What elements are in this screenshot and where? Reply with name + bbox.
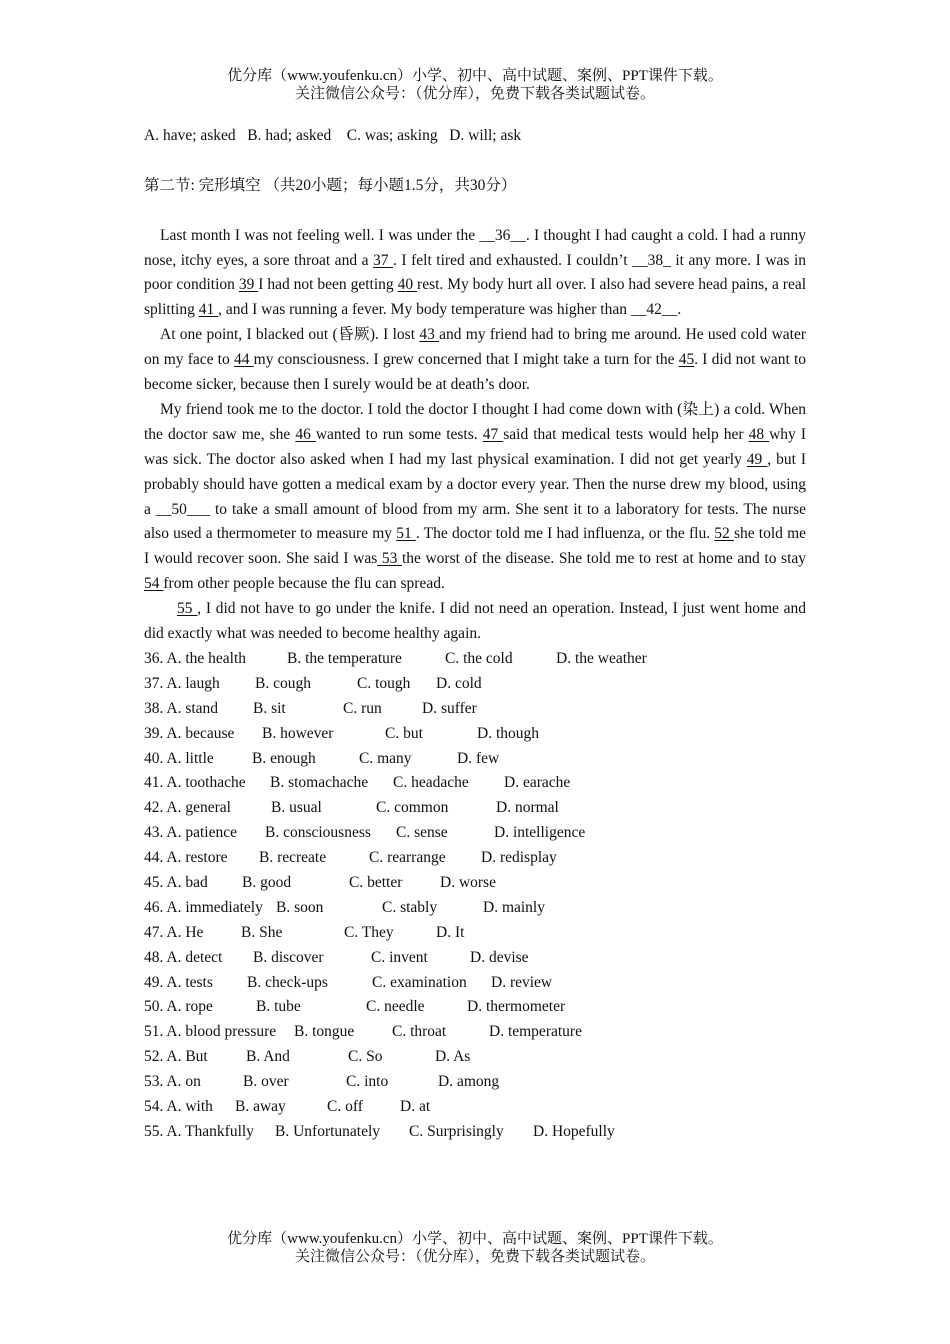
passage-paragraph-2: At one point, I blacked out (昏厥). I lost 43 and my friend had to bring me around. He used cold water on my face to 44 my consciousness. I grew concerned that I might take a turn for the 45. I did not want to become sicker, because then I surely would be at death’s door. bbox=[144, 326, 807, 394]
blank-50: __50___ bbox=[155, 500, 211, 518]
blank-47: 47 bbox=[482, 425, 504, 443]
question-48: 48. A. detect B. discover C. invent D. devise bbox=[144, 948, 529, 966]
passage-paragraph-1: Last month I was not feeling well. I was under the __36__. I thought I had caught a cold. I had a runny nose, itchy eyes, a sore throat and a 37 . I felt tired and exhausted. I couldn’t __38_ it any more. I was in poor condition 39 I had not been getting 40 rest. My body hurt all over. I also had severe head pains, a real splitting 41 , and I was running a fever. My body temperature was higher than __42__. bbox=[144, 226, 807, 319]
previous-question-options: A. have; asked B. had; asked C. was; asking D. will; ask bbox=[144, 127, 522, 144]
blank-49: 49 bbox=[746, 450, 768, 468]
blank-36: __36__ bbox=[479, 226, 526, 244]
page-header bbox=[0, 67, 950, 103]
question-47: 47. A. He B. She C. They D. It bbox=[144, 923, 465, 941]
blank-48: 48 bbox=[748, 425, 770, 443]
passage-paragraph-4: 55 , I did not have to go under the knife. I did not need an operation. Instead, I just went home and did exactly what was needed to become healthy again. bbox=[144, 600, 807, 643]
blank-54: 54 bbox=[144, 575, 164, 593]
question-37: 37. A. laugh B. cough C. tough D. cold bbox=[144, 674, 482, 692]
question-36: 36. A. the health B. the temperature C. the cold D. the weather bbox=[144, 650, 647, 667]
blank-45: 45 bbox=[678, 351, 695, 369]
blank-44: 44 bbox=[233, 351, 254, 369]
blank-39: 39 bbox=[238, 276, 259, 294]
blank-37: 37 bbox=[373, 251, 394, 269]
blank-38: __38_ bbox=[632, 251, 671, 269]
question-52: 52. A. But B. And C. So D. As bbox=[144, 1048, 471, 1066]
question-list bbox=[144, 647, 806, 1145]
question-54: 54. A. with B. away C. off D. at bbox=[144, 1098, 431, 1116]
question-45: 45. A. bad B. good C. better D. worse bbox=[144, 874, 496, 892]
question-46: 46. A. immediately B. soon C. stably D. mainly bbox=[144, 898, 545, 916]
question-41: 41. A. toothache B. stomachache C. headache D. earache bbox=[144, 774, 571, 792]
question-49: 49. A. tests B. check-ups C. examination D. review bbox=[144, 973, 553, 991]
blank-53: 53 bbox=[377, 550, 402, 568]
question-40: 40. A. little B. enough C. many D. few bbox=[144, 749, 500, 767]
blank-41: 41 bbox=[198, 301, 219, 319]
footer-line-1: 优分库（www.youfenku.cn）小学、初中、高中试题、案例、PPT课件下载。 bbox=[227, 1231, 723, 1247]
header-line-1: 优分库（www.youfenku.cn）小学、初中、高中试题、案例、PPT课件下载。 bbox=[227, 68, 723, 84]
blank-42: __42__ bbox=[630, 301, 678, 319]
question-55: 55. A. Thankfully B. Unfortunately C. Surprisingly D. Hopefully bbox=[144, 1122, 615, 1140]
question-43: 43. A. patience B. consciousness C. sense D. intelligence bbox=[144, 824, 586, 842]
blank-52: 52 bbox=[714, 525, 734, 543]
page-footer bbox=[0, 1230, 950, 1266]
footer-line-2: 关注微信公众号：（优分库），免费下载各类试题试卷。 bbox=[294, 1249, 655, 1265]
passage-paragraph-3: My friend took me to the doctor. I told the doctor I thought I had come down with (染上) a cold. When the doctor saw me, she 46 wanted to run some tests. 47 said that medical tests would help her 48 why I was sick. The doctor also asked when I had my last physical examination. I did not get yearly 49 , but I probably should have gotten a medical exam by a doctor every year. Then the nurse drew my blood, using a __50___ to take a small amount of blood from my arm. She sent it to a laboratory for tests. The nurse also used a thermometer to measure my 51 . The doctor told me I had influenza, or the flu. 52 she told me I would recover soon. She said I was 53 the worst of the disease. She told me to rest at home and to stay 54 from other people because the flu can spread. bbox=[144, 400, 807, 593]
header-line-2: 关注微信公众号：（优分库），免费下载各类试题试卷。 bbox=[294, 86, 655, 102]
blank-46: 46 bbox=[295, 425, 316, 443]
blank-40: 40 bbox=[397, 276, 418, 294]
blank-51: 51 bbox=[396, 525, 416, 543]
blank-43: 43 bbox=[419, 326, 440, 344]
question-44: 44. A. restore B. recreate C. rearrange D. redisplay bbox=[144, 849, 557, 867]
section-title: 第二节: 完形填空 （共20小题；每小题1.5分，共30分） bbox=[144, 176, 517, 194]
question-51: 51. A. blood pressure B. tongue C. throat D. temperature bbox=[144, 1023, 582, 1041]
question-42: 42. A. general B. usual C. common D. normal bbox=[144, 799, 559, 817]
blank-55: 55 bbox=[177, 600, 198, 618]
question-38: 38. A. stand B. sit C. run D. suffer bbox=[144, 699, 477, 717]
question-39: 39. A. because B. however C. but D. though bbox=[144, 724, 539, 742]
document-body bbox=[144, 124, 806, 1145]
question-53: 53. A. on B. over C. into D. among bbox=[144, 1073, 500, 1091]
question-50: 50. A. rope B. tube C. needle D. thermometer bbox=[144, 998, 566, 1016]
